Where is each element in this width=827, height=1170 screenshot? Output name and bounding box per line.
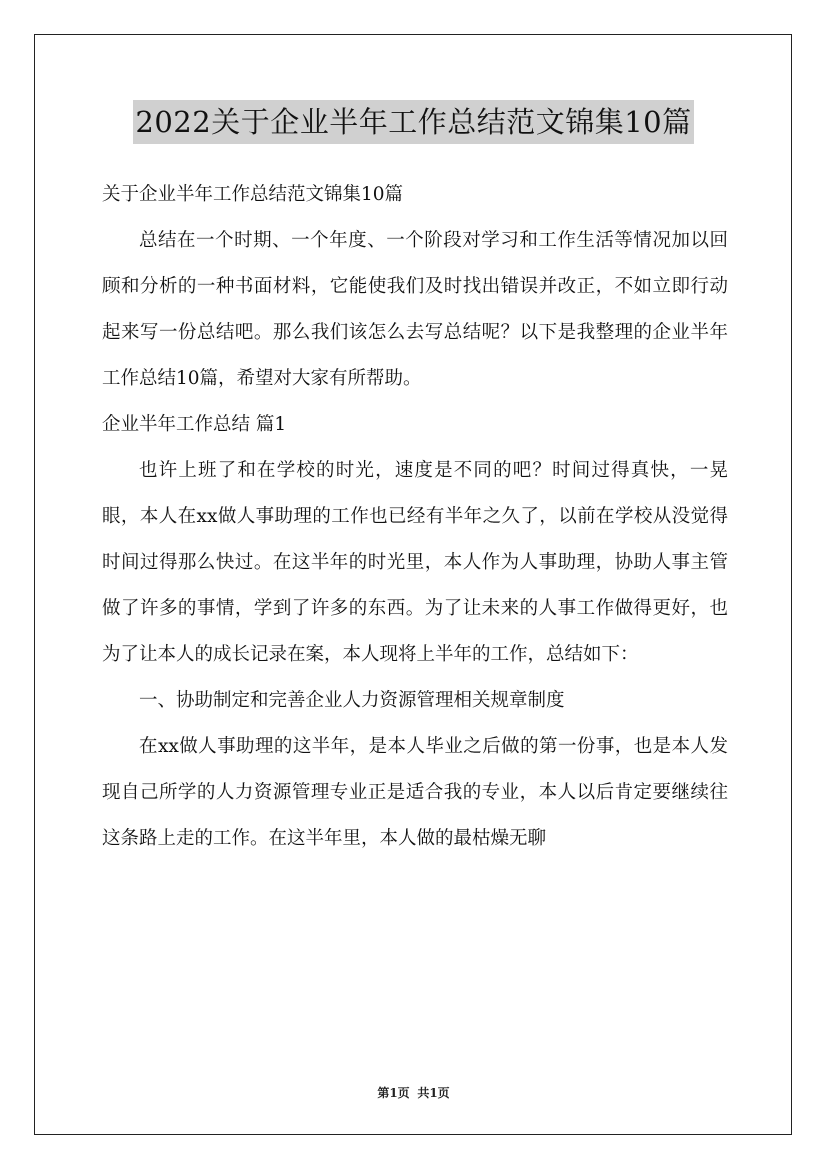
document-title: 2022关于企业半年工作总结范文锦集10篇	[133, 100, 693, 144]
subsection-heading: 一、协助制定和完善企业人力资源管理相关规章制度	[139, 690, 565, 711]
section-paragraph: 也许上班了和在学校的时光，速度是不同的吧？时间过得真快，一晃眼，本人在xx做人事助理的工作也已经有半年之久了，以前在学校从没觉得时间过得那么快过。在这半年的时光里，本人作为人事助理，协助人事主管做了许多的事情，学到了许多的东西。为了让未来的人事工作做得更好，也为了让本人的成长记录在案，本人现将上半年的工作，总结如下：	[102, 460, 728, 665]
page-total: 共1页	[417, 1086, 450, 1100]
document-body	[102, 172, 728, 862]
section-heading: 企业半年工作总结 篇1	[102, 414, 287, 435]
intro-paragraph: 总结在一个时期、一个年度、一个阶段对学习和工作生活等情况加以回顾和分析的一种书面材料，它能使我们及时找出错误并改正，不如立即行动起来写一份总结吧。那么我们该怎么去写总结呢？以下是我整理的企业半年工作总结10篇，希望对大家有所帮助。	[102, 230, 728, 389]
page-number: 第1页	[377, 1086, 410, 1100]
document-subtitle: 关于企业半年工作总结范文锦集10篇	[102, 184, 404, 205]
title-container	[0, 100, 827, 144]
section-paragraph: 在xx做人事助理的这半年，是本人毕业之后做的第一份事，也是本人发现自己所学的人力资源管理专业正是适合我的专业，本人以后肯定要继续往这条路上走的工作。在这半年里，本人做的最枯燥无聊	[102, 736, 728, 849]
page-footer	[0, 1085, 827, 1101]
